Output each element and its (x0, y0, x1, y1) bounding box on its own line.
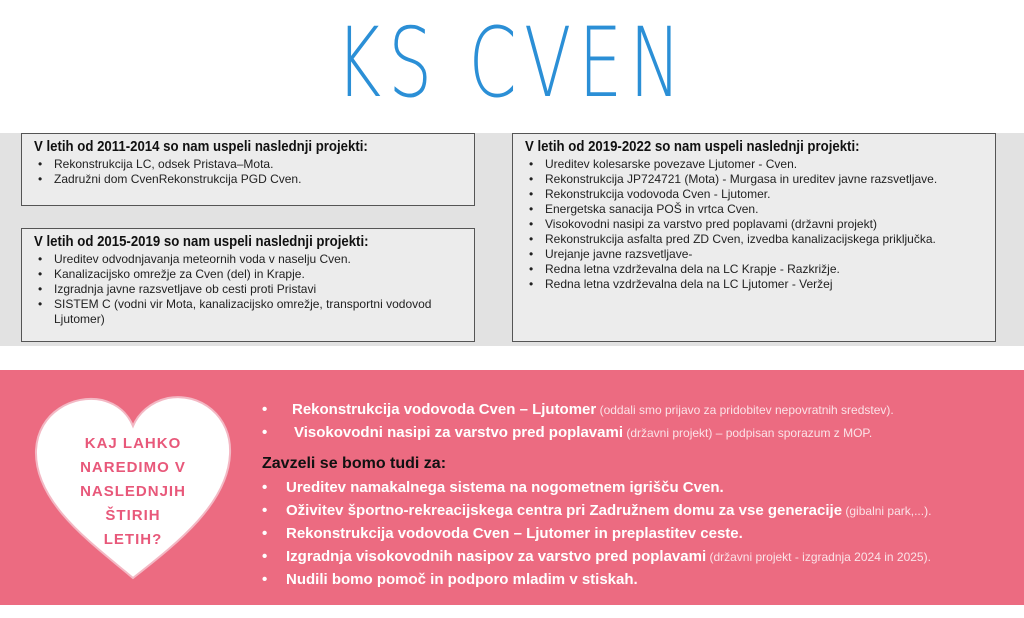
box-heading: V letih od 2019-2022 so nam uspeli naslednji projekti: (525, 138, 860, 155)
plan-title: Ureditev namakalnega sistema na nogometnem igrišču Cven. (286, 479, 724, 496)
page-title: KS CVEN (335, 7, 689, 119)
list-item: • Rekonstrukcija vodovoda Cven - Ljutomer. (545, 187, 983, 202)
bullet-icon: • (262, 479, 268, 496)
heart-line: NASLEDNJIH (80, 483, 186, 500)
list-item: • Izgradnja javne razsvetljave ob cesti proti Pristavi (54, 282, 462, 297)
list-item: • Redna letna vzdrževalna dela na LC Ljutomer - Veržej (545, 277, 983, 292)
list-item: • Kanalizacijsko omrežje za Cven (del) in Krapje. (54, 267, 462, 282)
plan-item (262, 476, 1022, 499)
projects-2015-2019-box (21, 228, 475, 342)
project-list (34, 252, 462, 327)
box-heading: V letih od 2015-2019 so nam uspeli naslednji projekti: (34, 233, 369, 250)
plan-note: (oddali smo prijavo za pridobitev nepovratnih sredstev). (596, 403, 894, 417)
plans-list (262, 398, 1022, 591)
plan-item (262, 568, 1022, 591)
plan-item (262, 421, 1022, 444)
bullet-icon: • (262, 401, 268, 418)
list-item: • Zadružni dom CvenRekonstrukcija PGD Cven. (54, 172, 462, 187)
heart-badge (30, 392, 236, 582)
list-item: • Ureditev odvodnjavanja meteornih voda v naselju Cven. (54, 252, 462, 267)
projects-2019-2022-box (512, 133, 996, 342)
list-item: • Rekonstrukcija LC, odsek Pristava–Mota. (54, 157, 462, 172)
plan-item (262, 522, 1022, 545)
plan-note: (državni projekt - izgradnja 2024 in 2025). (706, 550, 931, 564)
box-heading: V letih od 2011-2014 so nam uspeli naslednji projekti: (34, 138, 368, 155)
project-list (34, 157, 462, 187)
list-item: • Rekonstrukcija asfalta pred ZD Cven, izvedba kanalizacijskega priključka. (545, 232, 983, 247)
plan-item (262, 398, 1022, 421)
plan-title: Nudili bomo pomoč in podporo mladim v stiskah. (286, 571, 638, 588)
plan-title: Visokovodni nasipi za varstvo pred poplavami (294, 424, 623, 441)
plans-heading: Zavzeli se bomo tudi za: (262, 455, 447, 472)
bullet-icon: • (262, 525, 268, 542)
bullet-icon: • (262, 548, 268, 565)
bullet-icon: • (262, 502, 268, 519)
heart-line: ŠTIRIH (105, 507, 161, 524)
projects-2011-2014-box (21, 133, 475, 206)
list-item: • Energetska sanacija POŠ in vrtca Cven. (545, 202, 983, 217)
plan-note: (gibalni park,...). (842, 504, 932, 518)
plan-title: Oživitev športno-rekreacijskega centra pri Zadružnem domu za vse generacije (286, 502, 843, 519)
list-item: • Urejanje javne razsvetljave- (545, 247, 983, 262)
list-item: • Rekonstrukcija JP724721 (Mota) - Murgasa in ureditev javne razsvetljave. (545, 172, 983, 187)
list-item: • SISTEM C (vodni vir Mota, kanalizacijsko omrežje, transportni vodovod Ljutomer) (54, 297, 462, 327)
plan-title: Rekonstrukcija vodovoda Cven – Ljutomer (292, 401, 597, 418)
bullet-icon: • (262, 424, 268, 441)
list-item: • Visokovodni nasipi za varstvo pred poplavami (državni projekt) (545, 217, 983, 232)
plan-item (262, 545, 1022, 568)
heart-line: LETIH? (103, 531, 163, 548)
list-item: • Ureditev kolesarske povezave Ljutomer - Cven. (545, 157, 983, 172)
plan-title: Rekonstrukcija vodovoda Cven – Ljutomer in preplastitev ceste. (286, 525, 743, 542)
heart-question (30, 432, 236, 552)
plan-item (262, 499, 1022, 522)
project-list (525, 157, 983, 292)
heart-line: NAREDIMO V (80, 459, 186, 476)
heart-line: KAJ LAHKO (84, 435, 182, 452)
list-item: • Redna letna vzdrževalna dela na LC Krapje - Razkrižje. (545, 262, 983, 277)
plan-note: (državni projekt) – podpisan sporazum z MOP. (623, 426, 873, 440)
plan-title: Izgradnja visokovodnih nasipov za varstvo pred poplavami (286, 548, 707, 565)
bullet-icon: • (262, 571, 268, 588)
